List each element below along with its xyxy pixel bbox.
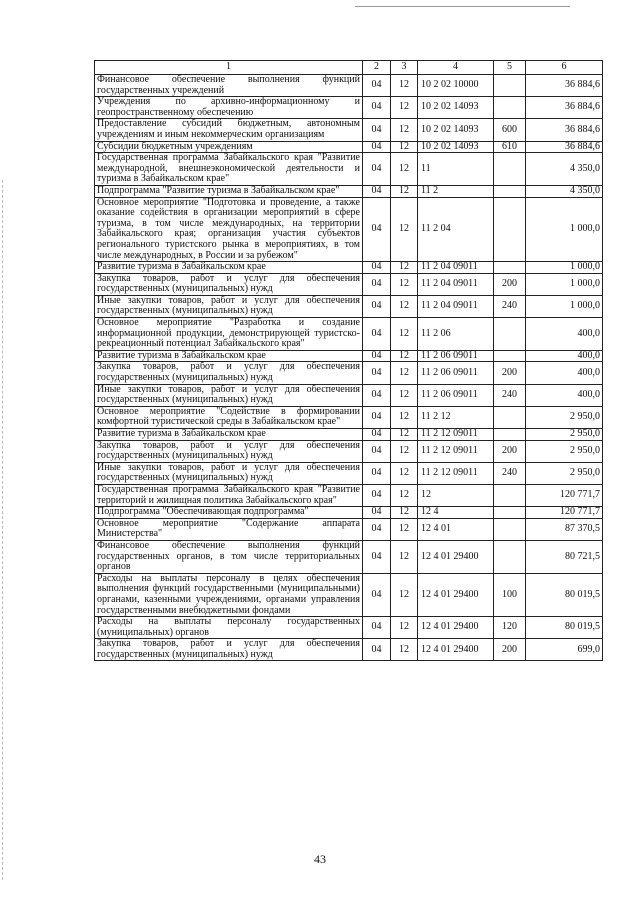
row-code: 11 — [418, 153, 494, 186]
row-amount: 1 000,0 — [526, 197, 603, 262]
row-code: 11 2 12 09011 — [418, 462, 494, 484]
table-row — [95, 540, 603, 573]
row-type — [494, 429, 526, 441]
row-amount: 120 771,7 — [526, 484, 603, 506]
header-col-5: 5 — [494, 61, 526, 75]
row-amount: 80 019,5 — [526, 617, 603, 639]
row-name: Расходы на выплаты персоналу в целях обеспечения выполнения функций государственными (муниципальными) органами, казенными учреждениями, органами управления государственными внебюджетными фондами — [95, 573, 363, 616]
row-subsection: 12 — [391, 153, 418, 186]
row-type: 240 — [494, 295, 526, 317]
row-amount: 120 771,7 — [526, 507, 603, 519]
row-amount: 36 884,6 — [526, 97, 603, 119]
table-row — [95, 429, 603, 441]
row-type: 200 — [494, 639, 526, 661]
row-code: 10 2 02 14093 — [418, 141, 494, 153]
row-subsection: 12 — [391, 350, 418, 362]
row-code: 11 2 06 09011 — [418, 384, 494, 406]
row-name: Учреждения по архивно-информационному и геопространственному обеспечению — [95, 97, 363, 119]
row-subsection: 12 — [391, 518, 418, 540]
row-code: 11 2 06 09011 — [418, 362, 494, 384]
table-row — [95, 119, 603, 141]
row-name: Основное мероприятие "Содержание аппарата Министерства" — [95, 518, 363, 540]
table-row — [95, 518, 603, 540]
row-code: 11 2 — [418, 185, 494, 197]
row-amount: 400,0 — [526, 384, 603, 406]
table-row — [95, 384, 603, 406]
row-section: 04 — [363, 518, 391, 540]
row-subsection: 12 — [391, 185, 418, 197]
row-name: Основное мероприятие "Разработка и создание информационной продукции, демонстрирующей туристско-рекреационный потенциал Забайкальского края" — [95, 318, 363, 351]
row-amount: 699,0 — [526, 639, 603, 661]
row-section: 04 — [363, 350, 391, 362]
row-subsection: 12 — [391, 273, 418, 295]
row-amount: 1 000,0 — [526, 273, 603, 295]
row-section: 04 — [363, 185, 391, 197]
row-subsection: 12 — [391, 440, 418, 462]
table-row — [95, 185, 603, 197]
row-section: 04 — [363, 440, 391, 462]
row-subsection: 12 — [391, 406, 418, 428]
table-row — [95, 75, 603, 97]
row-subsection: 12 — [391, 141, 418, 153]
row-code: 12 4 01 29400 — [418, 573, 494, 616]
table-row — [95, 318, 603, 351]
scan-edge — [2, 180, 3, 880]
row-code: 12 4 — [418, 507, 494, 519]
row-code: 10 2 02 10000 — [418, 75, 494, 97]
row-section: 04 — [363, 141, 391, 153]
row-code: 11 2 04 09011 — [418, 273, 494, 295]
row-type — [494, 185, 526, 197]
table-row — [95, 573, 603, 616]
row-name: Закупка товаров, работ и услуг для обеспечения государственных (муниципальных) нужд — [95, 440, 363, 462]
row-subsection: 12 — [391, 384, 418, 406]
row-amount: 80 019,5 — [526, 573, 603, 616]
row-type: 610 — [494, 141, 526, 153]
row-amount: 4 350,0 — [526, 153, 603, 186]
row-name: Финансовое обеспечение выполнения функций государственных учреждений — [95, 75, 363, 97]
row-type — [494, 518, 526, 540]
row-amount: 36 884,6 — [526, 75, 603, 97]
row-amount: 36 884,6 — [526, 119, 603, 141]
row-amount: 4 350,0 — [526, 185, 603, 197]
row-amount: 1 000,0 — [526, 262, 603, 274]
header-row — [95, 61, 603, 75]
row-type: 100 — [494, 573, 526, 616]
row-name: Предоставление субсидий бюджетным, автономным учреждениям и иным некоммерческим организациям — [95, 119, 363, 141]
header-col-4: 4 — [418, 61, 494, 75]
row-amount: 2 950,0 — [526, 462, 603, 484]
row-name: Закупка товаров, работ и услуг для обеспечения государственных (муниципальных) нужд — [95, 273, 363, 295]
table-row — [95, 273, 603, 295]
row-type — [494, 318, 526, 351]
row-amount: 400,0 — [526, 350, 603, 362]
row-code: 12 4 01 — [418, 518, 494, 540]
row-code: 12 — [418, 484, 494, 506]
row-code: 11 2 06 — [418, 318, 494, 351]
row-section: 04 — [363, 75, 391, 97]
row-subsection: 12 — [391, 429, 418, 441]
row-subsection: 12 — [391, 484, 418, 506]
row-type: 200 — [494, 273, 526, 295]
row-section: 04 — [363, 384, 391, 406]
table-row — [95, 639, 603, 661]
row-code: 10 2 02 14093 — [418, 119, 494, 141]
row-type: 600 — [494, 119, 526, 141]
table-row — [95, 462, 603, 484]
row-code: 11 2 06 09011 — [418, 350, 494, 362]
row-code: 11 2 04 09011 — [418, 295, 494, 317]
row-subsection: 12 — [391, 540, 418, 573]
table-row — [95, 97, 603, 119]
row-code: 11 2 04 — [418, 197, 494, 262]
table-row — [95, 617, 603, 639]
row-subsection: 12 — [391, 617, 418, 639]
row-subsection: 12 — [391, 573, 418, 616]
row-amount: 80 721,5 — [526, 540, 603, 573]
row-code: 11 2 12 09011 — [418, 429, 494, 441]
table-row — [95, 507, 603, 519]
table-row — [95, 141, 603, 153]
row-code: 11 2 12 09011 — [418, 440, 494, 462]
row-code: 12 4 01 29400 — [418, 617, 494, 639]
table-row — [95, 197, 603, 262]
row-type: 200 — [494, 362, 526, 384]
row-type — [494, 406, 526, 428]
row-name: Иные закупки товаров, работ и услуг для обеспечения государственных (муниципальных) нужд — [95, 384, 363, 406]
table-row — [95, 440, 603, 462]
row-type — [494, 484, 526, 506]
row-section: 04 — [363, 273, 391, 295]
row-type — [494, 507, 526, 519]
row-amount: 400,0 — [526, 318, 603, 351]
row-name: Подпрограмма "Развитие туризма в Забайкальском крае" — [95, 185, 363, 197]
row-amount: 87 370,5 — [526, 518, 603, 540]
row-name: Подпрограмма "Обеспечивающая подпрограмма" — [95, 507, 363, 519]
row-name: Развитие туризма в Забайкальском крае — [95, 262, 363, 274]
row-section: 04 — [363, 573, 391, 616]
row-section: 04 — [363, 617, 391, 639]
row-amount: 2 950,0 — [526, 440, 603, 462]
row-section: 04 — [363, 406, 391, 428]
row-code: 12 4 01 29400 — [418, 540, 494, 573]
row-section: 04 — [363, 507, 391, 519]
row-amount: 2 950,0 — [526, 406, 603, 428]
row-name: Закупка товаров, работ и услуг для обеспечения государственных (муниципальных) нужд — [95, 639, 363, 661]
row-section: 04 — [363, 639, 391, 661]
row-section: 04 — [363, 462, 391, 484]
row-subsection: 12 — [391, 262, 418, 274]
row-type — [494, 197, 526, 262]
table-row — [95, 153, 603, 186]
row-name: Иные закупки товаров, работ и услуг для обеспечения государственных (муниципальных) нужд — [95, 295, 363, 317]
row-name: Основное мероприятие "Подготовка и проведение, а также оказание содействия в организации мероприятий в сфере туризма, в том числе международных, на территории Забайкальского края; организация участия субъектов регионального туристского рынка в мероприятиях, в том числе международных, в России и за рубежом" — [95, 197, 363, 262]
row-amount: 400,0 — [526, 362, 603, 384]
header-col-1: 1 — [95, 61, 363, 75]
row-amount: 2 950,0 — [526, 429, 603, 441]
row-subsection: 12 — [391, 318, 418, 351]
row-subsection: 12 — [391, 97, 418, 119]
table-row — [95, 362, 603, 384]
row-type — [494, 153, 526, 186]
row-code: 11 2 04 09011 — [418, 262, 494, 274]
row-section: 04 — [363, 119, 391, 141]
row-section: 04 — [363, 429, 391, 441]
row-subsection: 12 — [391, 75, 418, 97]
row-name: Субсидии бюджетным учреждениям — [95, 141, 363, 153]
row-type — [494, 350, 526, 362]
row-subsection: 12 — [391, 197, 418, 262]
header-col-3: 3 — [391, 61, 418, 75]
table-row — [95, 350, 603, 362]
table-body — [95, 75, 603, 661]
budget-table — [94, 60, 603, 661]
row-subsection: 12 — [391, 462, 418, 484]
header-col-2: 2 — [363, 61, 391, 75]
row-section: 04 — [363, 318, 391, 351]
row-amount: 36 884,6 — [526, 141, 603, 153]
row-amount: 1 000,0 — [526, 295, 603, 317]
row-type: 200 — [494, 440, 526, 462]
row-subsection: 12 — [391, 639, 418, 661]
top-rule — [355, 6, 570, 7]
page-number: 43 — [314, 852, 326, 866]
row-code: 10 2 02 14093 — [418, 97, 494, 119]
row-name: Государственная программа Забайкальского края "Развитие международной, внешнеэкономической деятельности и туризма в Забайкальском крае" — [95, 153, 363, 186]
row-name: Расходы на выплаты персоналу государственных (муниципальных) органов — [95, 617, 363, 639]
row-name: Развитие туризма в Забайкальском крае — [95, 429, 363, 441]
row-name: Развитие туризма в Забайкальском крае — [95, 350, 363, 362]
row-section: 04 — [363, 484, 391, 506]
header-col-6: 6 — [526, 61, 603, 75]
row-type — [494, 540, 526, 573]
row-code: 11 2 12 — [418, 406, 494, 428]
table-row — [95, 406, 603, 428]
row-section: 04 — [363, 97, 391, 119]
table-row — [95, 262, 603, 274]
row-type — [494, 262, 526, 274]
row-subsection: 12 — [391, 362, 418, 384]
row-name: Финансовое обеспечение выполнения функций государственных органов, в том числе территориальных органов — [95, 540, 363, 573]
row-subsection: 12 — [391, 295, 418, 317]
row-section: 04 — [363, 362, 391, 384]
table-row — [95, 295, 603, 317]
row-section: 04 — [363, 153, 391, 186]
row-section: 04 — [363, 197, 391, 262]
row-name: Закупка товаров, работ и услуг для обеспечения государственных (муниципальных) нужд — [95, 362, 363, 384]
row-section: 04 — [363, 262, 391, 274]
row-name: Основное мероприятие "Содействие в формировании комфортной туристической среды в Забайкальском крае" — [95, 406, 363, 428]
row-code: 12 4 01 29400 — [418, 639, 494, 661]
row-type: 240 — [494, 384, 526, 406]
table-row — [95, 484, 603, 506]
row-type — [494, 97, 526, 119]
row-type: 240 — [494, 462, 526, 484]
row-name: Иные закупки товаров, работ и услуг для обеспечения государственных (муниципальных) нужд — [95, 462, 363, 484]
row-subsection: 12 — [391, 507, 418, 519]
row-name: Государственная программа Забайкальского края "Развитие территорий и жилищная политика Забайкальского края" — [95, 484, 363, 506]
row-section: 04 — [363, 295, 391, 317]
row-type: 120 — [494, 617, 526, 639]
row-type — [494, 75, 526, 97]
row-section: 04 — [363, 540, 391, 573]
row-subsection: 12 — [391, 119, 418, 141]
